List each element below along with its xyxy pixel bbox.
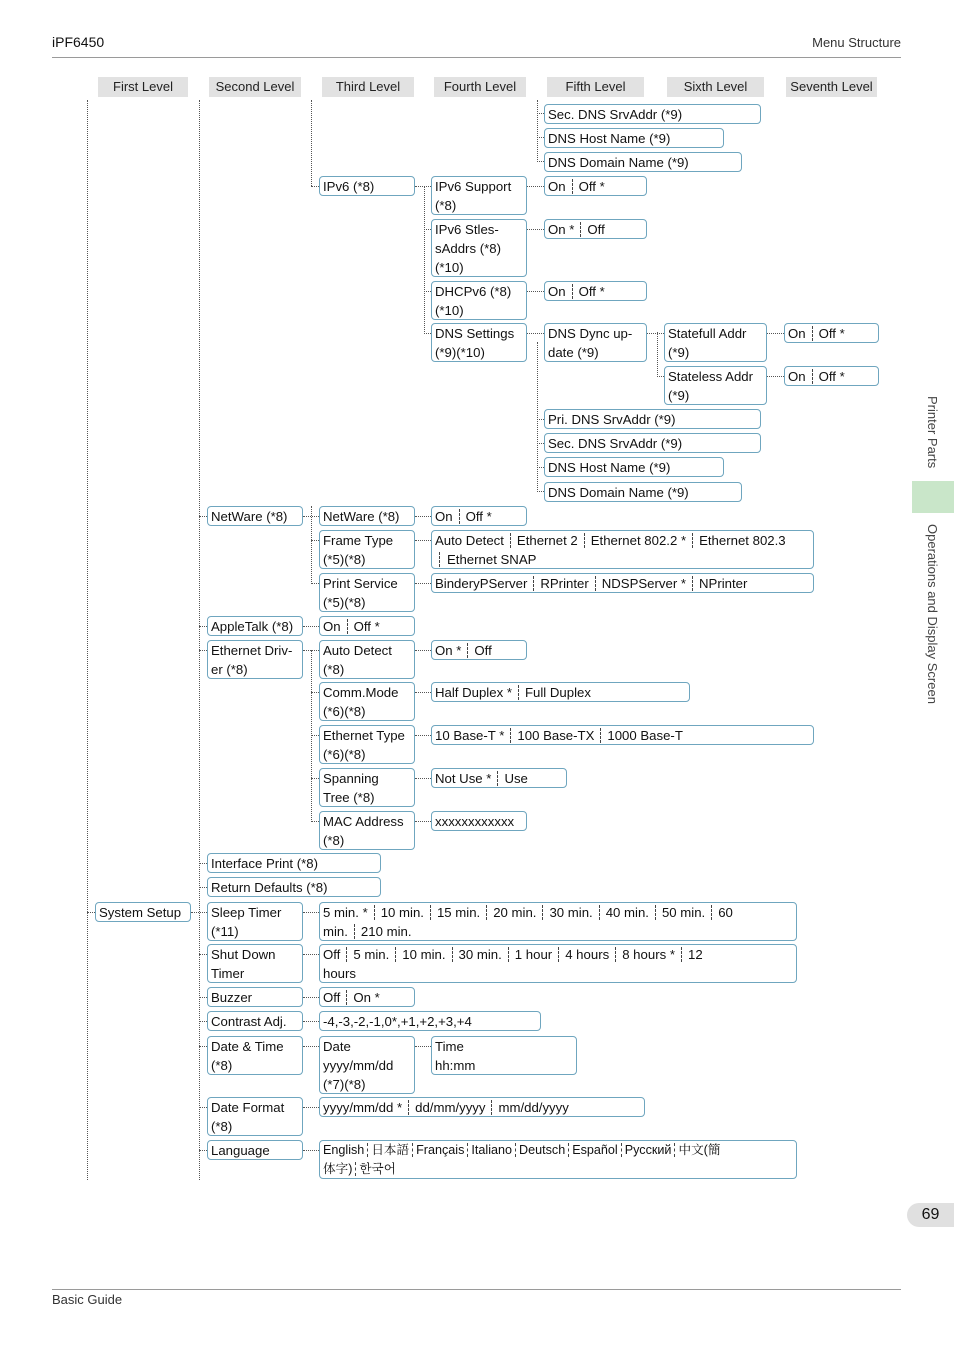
statefull-addr-item: [664, 323, 767, 362]
line: (*8): [211, 1119, 233, 1134]
connector-line: [303, 1046, 319, 1047]
option: 10 min.: [374, 905, 424, 920]
return-defaults-item: Return Defaults (*8): [207, 877, 381, 897]
comm-mode-options: [431, 682, 690, 702]
option: 1 hour: [508, 947, 552, 962]
option: Not Use *: [435, 771, 492, 786]
line: Frame Type: [323, 533, 394, 548]
line: (*9)(*10): [435, 345, 485, 360]
dns-domain-name-item: DNS Domain Name (*9): [544, 152, 742, 172]
connector-line: [199, 954, 207, 955]
option: Off: [580, 222, 604, 237]
connector-line: [527, 333, 544, 334]
line: [435, 550, 810, 569]
header-divider: [52, 57, 901, 58]
interface-print-item: Interface Print (*8): [207, 853, 381, 873]
language-options: [319, 1140, 797, 1179]
connector-line: [537, 113, 544, 114]
level-header-2: Second Level: [209, 77, 301, 97]
connector-line: [415, 583, 431, 584]
connector-line: [87, 912, 95, 913]
option: On *: [346, 990, 379, 1005]
option: dd/mm/yyyy: [408, 1100, 485, 1115]
option: On: [548, 284, 566, 299]
level-header-1: First Level: [98, 77, 188, 97]
connector-line: [537, 443, 544, 444]
option: Half Duplex *: [435, 685, 512, 700]
level-header-6: Sixth Level: [667, 77, 764, 97]
connector-line: [303, 1107, 319, 1108]
connector-line: [537, 467, 544, 468]
connector-line: [311, 186, 319, 187]
option: 日本語: [367, 1143, 409, 1157]
appletalk-item: AppleTalk (*8): [207, 616, 303, 636]
line: Statefull Addr: [668, 326, 747, 341]
option: On: [323, 619, 341, 634]
sec-dns-srvaddr-item: Sec. DNS SrvAddr (*9): [544, 433, 761, 453]
line: (*10): [435, 260, 464, 275]
connector-line: [415, 778, 431, 779]
option: On: [788, 326, 806, 341]
connector-line: [415, 821, 431, 822]
option: Off *: [347, 619, 380, 634]
line: [323, 1141, 793, 1160]
mac-address-value: xxxxxxxxxxxx: [431, 811, 527, 831]
connector-line: [199, 887, 207, 888]
connector-line: [767, 333, 784, 334]
sleep-timer-options: [319, 902, 797, 941]
option: NPrinter: [692, 576, 747, 591]
line: Date: [323, 1039, 351, 1054]
option: 12: [681, 947, 703, 962]
option: 20 min.: [486, 905, 536, 920]
option: On: [548, 179, 566, 194]
line: Stateless Addr: [668, 369, 754, 384]
comm-mode-item: [319, 682, 415, 721]
auto-detect-item: [319, 640, 415, 679]
level-header-3: Third Level: [322, 77, 414, 97]
dns-host-name-item: DNS Host Name (*9): [544, 128, 724, 148]
connector-line: [199, 1107, 207, 1108]
line: yyyy/mm/dd: [323, 1058, 394, 1073]
connector-line: [415, 692, 431, 693]
line: Time: [435, 1039, 464, 1054]
connector-line: [415, 540, 431, 541]
side-tab-operations[interactable]: Operations and Display Screen: [925, 524, 940, 704]
print-service-options: [431, 573, 814, 593]
line: Spanning: [323, 771, 379, 786]
section-title: Menu Structure: [812, 35, 901, 50]
connector-line: [303, 516, 319, 517]
connector-line: [199, 997, 207, 998]
option: Ethernet 802.3: [692, 533, 786, 548]
stateless-addr-item: [664, 366, 767, 405]
option: Ethernet 2: [510, 533, 578, 548]
connector-line: [303, 954, 319, 955]
connector-line: [537, 342, 538, 492]
dns-domain-name-item: DNS Domain Name (*9): [544, 482, 742, 502]
option: 한국어: [355, 1162, 396, 1176]
option: Français: [412, 1143, 464, 1157]
connector-line: [767, 376, 784, 377]
option: Off *: [572, 179, 605, 194]
option: 10 min.: [395, 947, 445, 962]
connector-line: [527, 291, 544, 292]
ethernet-type-item: [319, 725, 415, 764]
option: 40 min.: [599, 905, 649, 920]
line: er (*8): [211, 662, 248, 677]
dns-host-name-item: DNS Host Name (*9): [544, 457, 724, 477]
connector-line: [424, 229, 431, 230]
option: Italiano: [467, 1143, 512, 1157]
connector-line: [537, 419, 544, 420]
connector-line: [199, 1150, 207, 1151]
option: Русский: [621, 1143, 672, 1157]
pri-dns-srvaddr-item: Pri. DNS SrvAddr (*9): [544, 409, 761, 429]
line: Ethernet Driv-: [211, 643, 293, 658]
option: Ethernet 802.2 *: [584, 533, 686, 548]
frame-type-options: [431, 530, 814, 569]
option: Full Duplex: [518, 685, 591, 700]
connector-line: [311, 583, 319, 584]
print-service-item: [319, 573, 415, 612]
line: hh:mm: [435, 1058, 476, 1073]
line: Timer: [211, 966, 245, 981]
connector-line: [199, 1021, 207, 1022]
option: Español: [568, 1143, 618, 1157]
line: [323, 945, 793, 964]
side-tab-marker: [912, 481, 954, 513]
auto-detect-options: [431, 640, 527, 660]
connector-line: [303, 650, 319, 651]
connector-line: [311, 735, 319, 736]
option: 5 min. *: [323, 905, 368, 920]
option: 8 hours *: [615, 947, 675, 962]
line: (*5)(*8): [323, 552, 366, 567]
ipv6-stlessaddrs-item: [431, 219, 527, 277]
option: 30 min.: [542, 905, 592, 920]
netware-item: NetWare (*8): [207, 506, 303, 526]
line: (*8): [323, 662, 345, 677]
option: 60: [711, 905, 733, 920]
connector-line: [415, 516, 431, 517]
system-setup-item: System Setup: [95, 902, 191, 922]
option: Off: [323, 947, 341, 962]
option: Off *: [572, 284, 605, 299]
connector-line: [199, 516, 207, 517]
connector-line: [415, 735, 431, 736]
option: RPrinter: [533, 576, 588, 591]
option: yyyy/mm/dd *: [323, 1100, 403, 1115]
connector-line: [199, 626, 207, 627]
connector-line: [527, 186, 544, 187]
connector-line: [311, 540, 319, 541]
model-name: iPF6450: [52, 34, 105, 50]
option: 中文(簡: [674, 1143, 720, 1157]
connector-line: [424, 333, 431, 334]
line: sAddrs (*8): [435, 241, 501, 256]
line: Tree (*8): [323, 790, 375, 805]
line: date (*9): [548, 345, 599, 360]
option: Use: [497, 771, 527, 786]
connector-line: [311, 100, 312, 186]
connector-line: [424, 291, 431, 292]
date-format-options: [319, 1097, 645, 1117]
footer-title: Basic Guide: [52, 1292, 123, 1307]
line: MAC Address: [323, 814, 404, 829]
connector-line: [199, 863, 207, 864]
sleep-timer-item: [207, 902, 303, 941]
ipv6-support-options: [544, 176, 647, 196]
option: mm/dd/yyyy: [491, 1100, 568, 1115]
option: On *: [435, 643, 462, 658]
connector-line: [657, 376, 664, 377]
frame-type-item: [319, 530, 415, 569]
connector-line: [87, 100, 88, 1180]
option: 10 Base-T *: [435, 728, 505, 743]
connector-line: [303, 912, 319, 913]
option: 1000 Base-T: [600, 728, 683, 743]
option: Off *: [812, 326, 845, 341]
option: Off *: [812, 369, 845, 384]
date-time-item: [207, 1036, 303, 1075]
level-header-5: Fifth Level: [547, 77, 644, 97]
connector-line: [303, 1021, 319, 1022]
line: Comm.Mode: [323, 685, 399, 700]
line: [323, 1160, 793, 1179]
shut-down-timer-item: [207, 944, 303, 983]
line: Auto Detect: [323, 643, 392, 658]
ipv6-support-item: [431, 176, 527, 215]
line: Ethernet Type: [323, 728, 405, 743]
connector-line: [303, 1150, 319, 1151]
page-number: 69: [907, 1203, 954, 1227]
line: IPv6 Support: [435, 179, 512, 194]
line: (*8): [211, 1058, 233, 1073]
shut-down-timer-options: [319, 944, 797, 983]
line: DNS Dync up-: [548, 326, 633, 341]
option: 5 min.: [346, 947, 389, 962]
line: (*6)(*8): [323, 704, 366, 719]
contrast-adj-options: -4,-3,-2,-1,0*,+1,+2,+3,+4: [319, 1011, 541, 1031]
line: (*6)(*8): [323, 747, 366, 762]
ipv6-stlessaddrs-options: [544, 219, 647, 239]
line: (*7)(*8): [323, 1077, 366, 1092]
netware-options: [431, 506, 527, 526]
line: [323, 922, 793, 941]
option: NDSPServer *: [595, 576, 686, 591]
side-tab-printer-parts[interactable]: Printer Parts: [925, 396, 940, 469]
line: (*8): [435, 198, 457, 213]
option: Auto Detect: [435, 533, 504, 548]
line: [323, 903, 793, 922]
line: Sleep Timer: [211, 905, 282, 920]
mac-address-item: [319, 811, 415, 850]
option: 体字): [323, 1162, 353, 1176]
line: IPv6 Stles-: [435, 222, 499, 237]
connector-line: [657, 332, 658, 377]
line: [435, 531, 810, 550]
spanning-tree-options: [431, 768, 567, 788]
connector-line: [537, 100, 538, 162]
connector-line: [191, 912, 207, 913]
connector-line: [415, 186, 431, 187]
line: (*9): [668, 345, 690, 360]
netware-sub-item: NetWare (*8): [319, 506, 415, 526]
dns-dync-update-item: [544, 323, 647, 362]
connector-line: [311, 650, 312, 822]
option: On: [788, 369, 806, 384]
connector-line: [311, 506, 312, 584]
connector-line: [199, 100, 200, 1180]
connector-line: [303, 997, 319, 998]
line: DHCPv6 (*8): [435, 284, 512, 299]
option: 15 min.: [430, 905, 480, 920]
connector-line: [415, 1046, 431, 1047]
level-header-7: Seventh Level: [786, 77, 877, 97]
ethernet-type-options: [431, 725, 814, 745]
connector-line: [527, 229, 544, 230]
line: (*10): [435, 303, 464, 318]
connector-line: [311, 692, 319, 693]
option: min.: [323, 924, 348, 939]
appletalk-options: [319, 616, 415, 636]
level-header-4: Fourth Level: [434, 77, 526, 97]
connector-line: [537, 491, 544, 492]
connector-line: [311, 778, 319, 779]
sec-dns-srvaddr-item: Sec. DNS SrvAddr (*9): [544, 104, 761, 124]
ethernet-driver-item: [207, 640, 303, 679]
dhcpv6-item: [431, 281, 527, 320]
language-item: Language: [207, 1140, 303, 1160]
ipv6-item: IPv6 (*8): [319, 176, 415, 196]
option: 4 hours: [558, 947, 609, 962]
contrast-adj-item: Contrast Adj.: [207, 1011, 303, 1031]
option: On *: [548, 222, 575, 237]
option: 30 min.: [452, 947, 502, 962]
line: Date & Time: [211, 1039, 284, 1054]
stateless-addr-options: [784, 366, 879, 386]
time-item: [431, 1036, 577, 1075]
line: (*11): [211, 924, 239, 939]
connector-line: [424, 186, 425, 334]
line: (*8): [323, 833, 345, 848]
option: Off: [323, 990, 341, 1005]
date-item: [319, 1036, 415, 1094]
date-format-item: [207, 1097, 303, 1136]
option: Ethernet SNAP: [439, 552, 536, 567]
option: Off *: [459, 509, 492, 524]
dns-settings-item: [431, 323, 527, 362]
line: (*5)(*8): [323, 595, 366, 610]
option: 210 min.: [354, 924, 412, 939]
option: 50 min.: [655, 905, 705, 920]
connector-line: [415, 650, 431, 651]
connector-line: [199, 650, 207, 651]
connector-line: [647, 333, 664, 334]
connector-line: [537, 137, 544, 138]
line: Shut Down: [211, 947, 276, 962]
option: BinderyPServer: [435, 576, 528, 591]
option: On: [435, 509, 453, 524]
line: hours: [323, 966, 356, 981]
connector-line: [537, 161, 544, 162]
connector-line: [311, 821, 319, 822]
buzzer-item: Buzzer: [207, 987, 303, 1007]
footer-divider: [52, 1289, 901, 1290]
line: Print Service: [323, 576, 398, 591]
spanning-tree-item: [319, 768, 415, 807]
option: 100 Base-TX: [510, 728, 594, 743]
option: Off: [467, 643, 491, 658]
line: DNS Settings: [435, 326, 515, 341]
dhcpv6-options: [544, 281, 647, 301]
connector-line: [199, 1046, 207, 1047]
statefull-addr-options: [784, 323, 879, 343]
option: English: [323, 1143, 365, 1157]
buzzer-options: [319, 987, 415, 1007]
line: Date Format: [211, 1100, 285, 1115]
connector-line: [303, 626, 319, 627]
line: (*9): [668, 388, 690, 403]
option: Deutsch: [515, 1143, 565, 1157]
